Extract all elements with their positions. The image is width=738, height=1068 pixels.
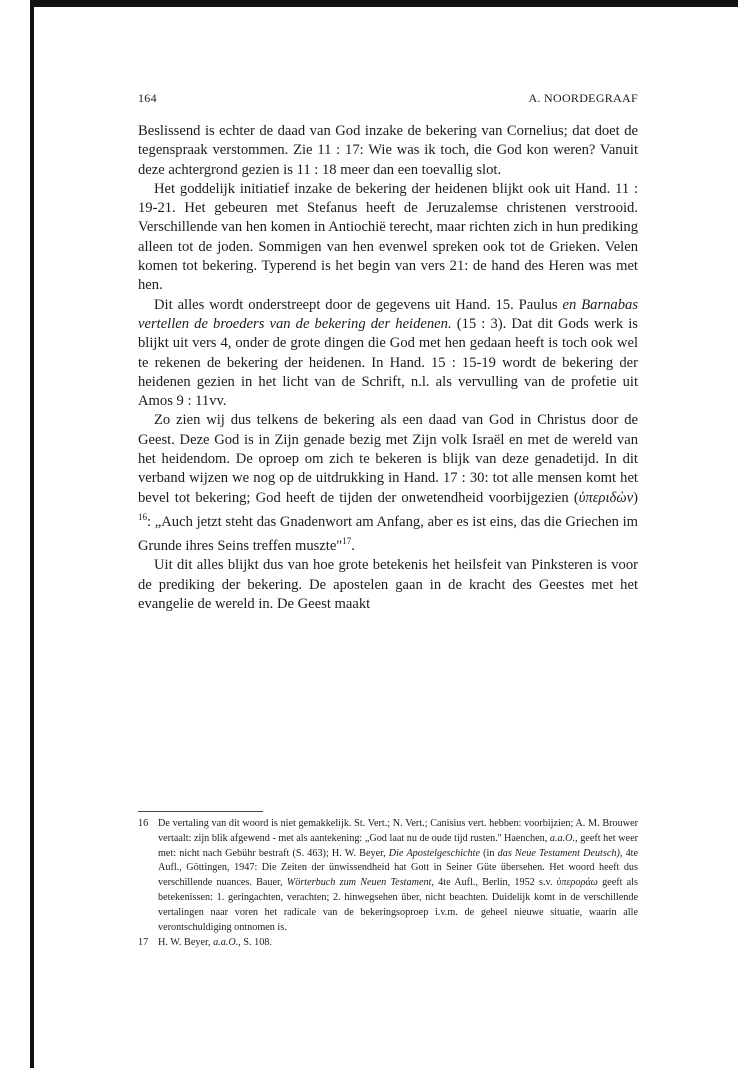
footnote-ref-16[interactable]: 16	[138, 511, 147, 522]
paragraph-3-italic: en Barnabas vertellen de broeders van de bekering der heidenen.	[138, 296, 638, 332]
paragraph-4-text-d: .	[351, 537, 355, 554]
footnote-italic: Die Apostelgeschichte	[388, 847, 481, 859]
page	[138, 0, 638, 1068]
paragraph-4-text-a: Zo zien wij dus telkens de bekering als een daad van God in Christus door de Geest. Deze God is in Zijn genade bezig met Zijn volk Israël en met de wereld van het heidendom. De oproep om zich te bekeren is blijk van deze genadetijd. In dit verband wijzen we nog op de uitdrukking in Hand. 17 : 30: tot alle mensen komt het bevel tot bekering; God heeft de tijden der onwetendheid voorbijgezien (	[138, 412, 638, 506]
footnote-text: De vertaling van dit woord is niet gemakkelijk. St. Vert.; N. Vert.; Canisius vert. hebben: voorbijzien; A. M. Brouwer vertaalt: zijn blik afgewend - met als aantekening: „God laat nu de oude tijd rusten.'' Haenchen,	[158, 818, 638, 844]
footnote-text: , 4te Aufl., Göttingen, 1947: Die Zeiten der ünwissendheid hat Gott in Seiner Güte übersehen. Het woord heeft dus verschillende nuances. Bauer,	[158, 847, 639, 889]
footnote-text: (in	[480, 847, 498, 859]
paragraph-1: Beslissend is echter de daad van God inzake de bekering van Cornelius; dat doet de tegenspraak verstommen. Zie 11 : 17: Wie was ik toch, die God kon weren? Vanuit deze achtergrond gezien is 11 : 18 meer dan een toevallig slot.	[138, 123, 638, 178]
footnote-text: geeft als betekenissen: 1. geringachten, verachten; 2. hinwegsehen über, nicht beachten. Duidelijk komt in de verschillende vertalingen naar voren het radicale van de bekeringsoproep i.v.m. de geheel nieuwe situatie, waarin alle verontschuldiging ontnomen is.	[158, 877, 638, 933]
footnote-italic: a.a.O.	[549, 832, 576, 844]
footnote-rule	[138, 811, 263, 812]
paragraph-4	[138, 411, 638, 556]
footnote-italic: das Neue Testament Deutsch)	[497, 847, 620, 859]
footnote-text: , 4te Aufl., Berlin, 1952 s.v.	[431, 877, 557, 889]
paragraph-3-text-b: (15 : 3). Dat dit Gods werk is blijkt uit vers 4, onder de grote dingen die God met hen gedaan heeft is toch ook wel te rekenen de bekering der heidenen. In Hand. 15 : 15-19 wordt de bekering der heidenen gezien in het licht van de Schrift, n.l. als vervulling van de profetie uit Amos 9 : 11vv.	[138, 315, 638, 410]
page-number: 164	[138, 91, 157, 105]
paragraph-4-text-c: : „Auch jetzt steht das Gnadenwort am Anfang, aber es ist eins, das die Griechen im Grunde ihres Seins treffen muszte"	[138, 513, 638, 554]
footnote-text: H. W. Beyer,	[158, 937, 214, 949]
footnote-italic: Wörterbuch zum Neuen Testament	[286, 877, 432, 889]
paragraph-4-text-b: )	[633, 489, 638, 506]
footnotes	[138, 817, 638, 951]
footnote-number: 17	[138, 937, 149, 949]
paragraph-3-text-a: Dit alles wordt onderstreept door de gegevens uit Hand. 15. Paulus	[154, 296, 563, 313]
running-head-author: A. NOORDEGRAAF	[528, 91, 638, 105]
greek-term: ὑπεριδὼν	[578, 489, 634, 506]
footnote-text: , geeft het weer met: nicht nach Gebühr bestraft (S. 463); H. W. Beyer,	[158, 832, 638, 859]
footnote-ref-17[interactable]: 17	[342, 536, 352, 547]
footnote-17	[138, 936, 638, 951]
footnote-italic: a.a.O.	[213, 937, 239, 949]
paragraph-2: Het goddelijk initiatief inzake de bekering der heidenen blijkt ook uit Hand. 11 : 19-21. Het gebeuren met Stefanus heeft de Jeruzalemse christenen verstrooid. Verschillende van hen komen in Antiochië terecht, maar richten zich in hun prediking alleen tot de joden. Sommigen van hen evenwel spreken ook tot de Grieken. Velen komen tot bekering. Typerend is het begin van vers 21: de hand des Heren was met hen.	[138, 180, 638, 294]
footnote-16	[138, 817, 638, 935]
footnote-text: , S. 108.	[238, 937, 272, 949]
paragraph-3	[138, 296, 638, 412]
footnote-greek-term: ὑπεροράω	[556, 877, 598, 889]
footnote-number: 16	[138, 818, 149, 829]
paragraph-5: Uit dit alles blijkt dus van hoe grote betekenis het heilsfeit van Pinksteren is voor de prediking der bekering. De apostelen gaan in de kracht des Geestes met het evangelie de wereld in. De Geest maakt	[138, 557, 638, 612]
scan-edge-left	[30, 0, 34, 1068]
body-text	[138, 122, 638, 614]
